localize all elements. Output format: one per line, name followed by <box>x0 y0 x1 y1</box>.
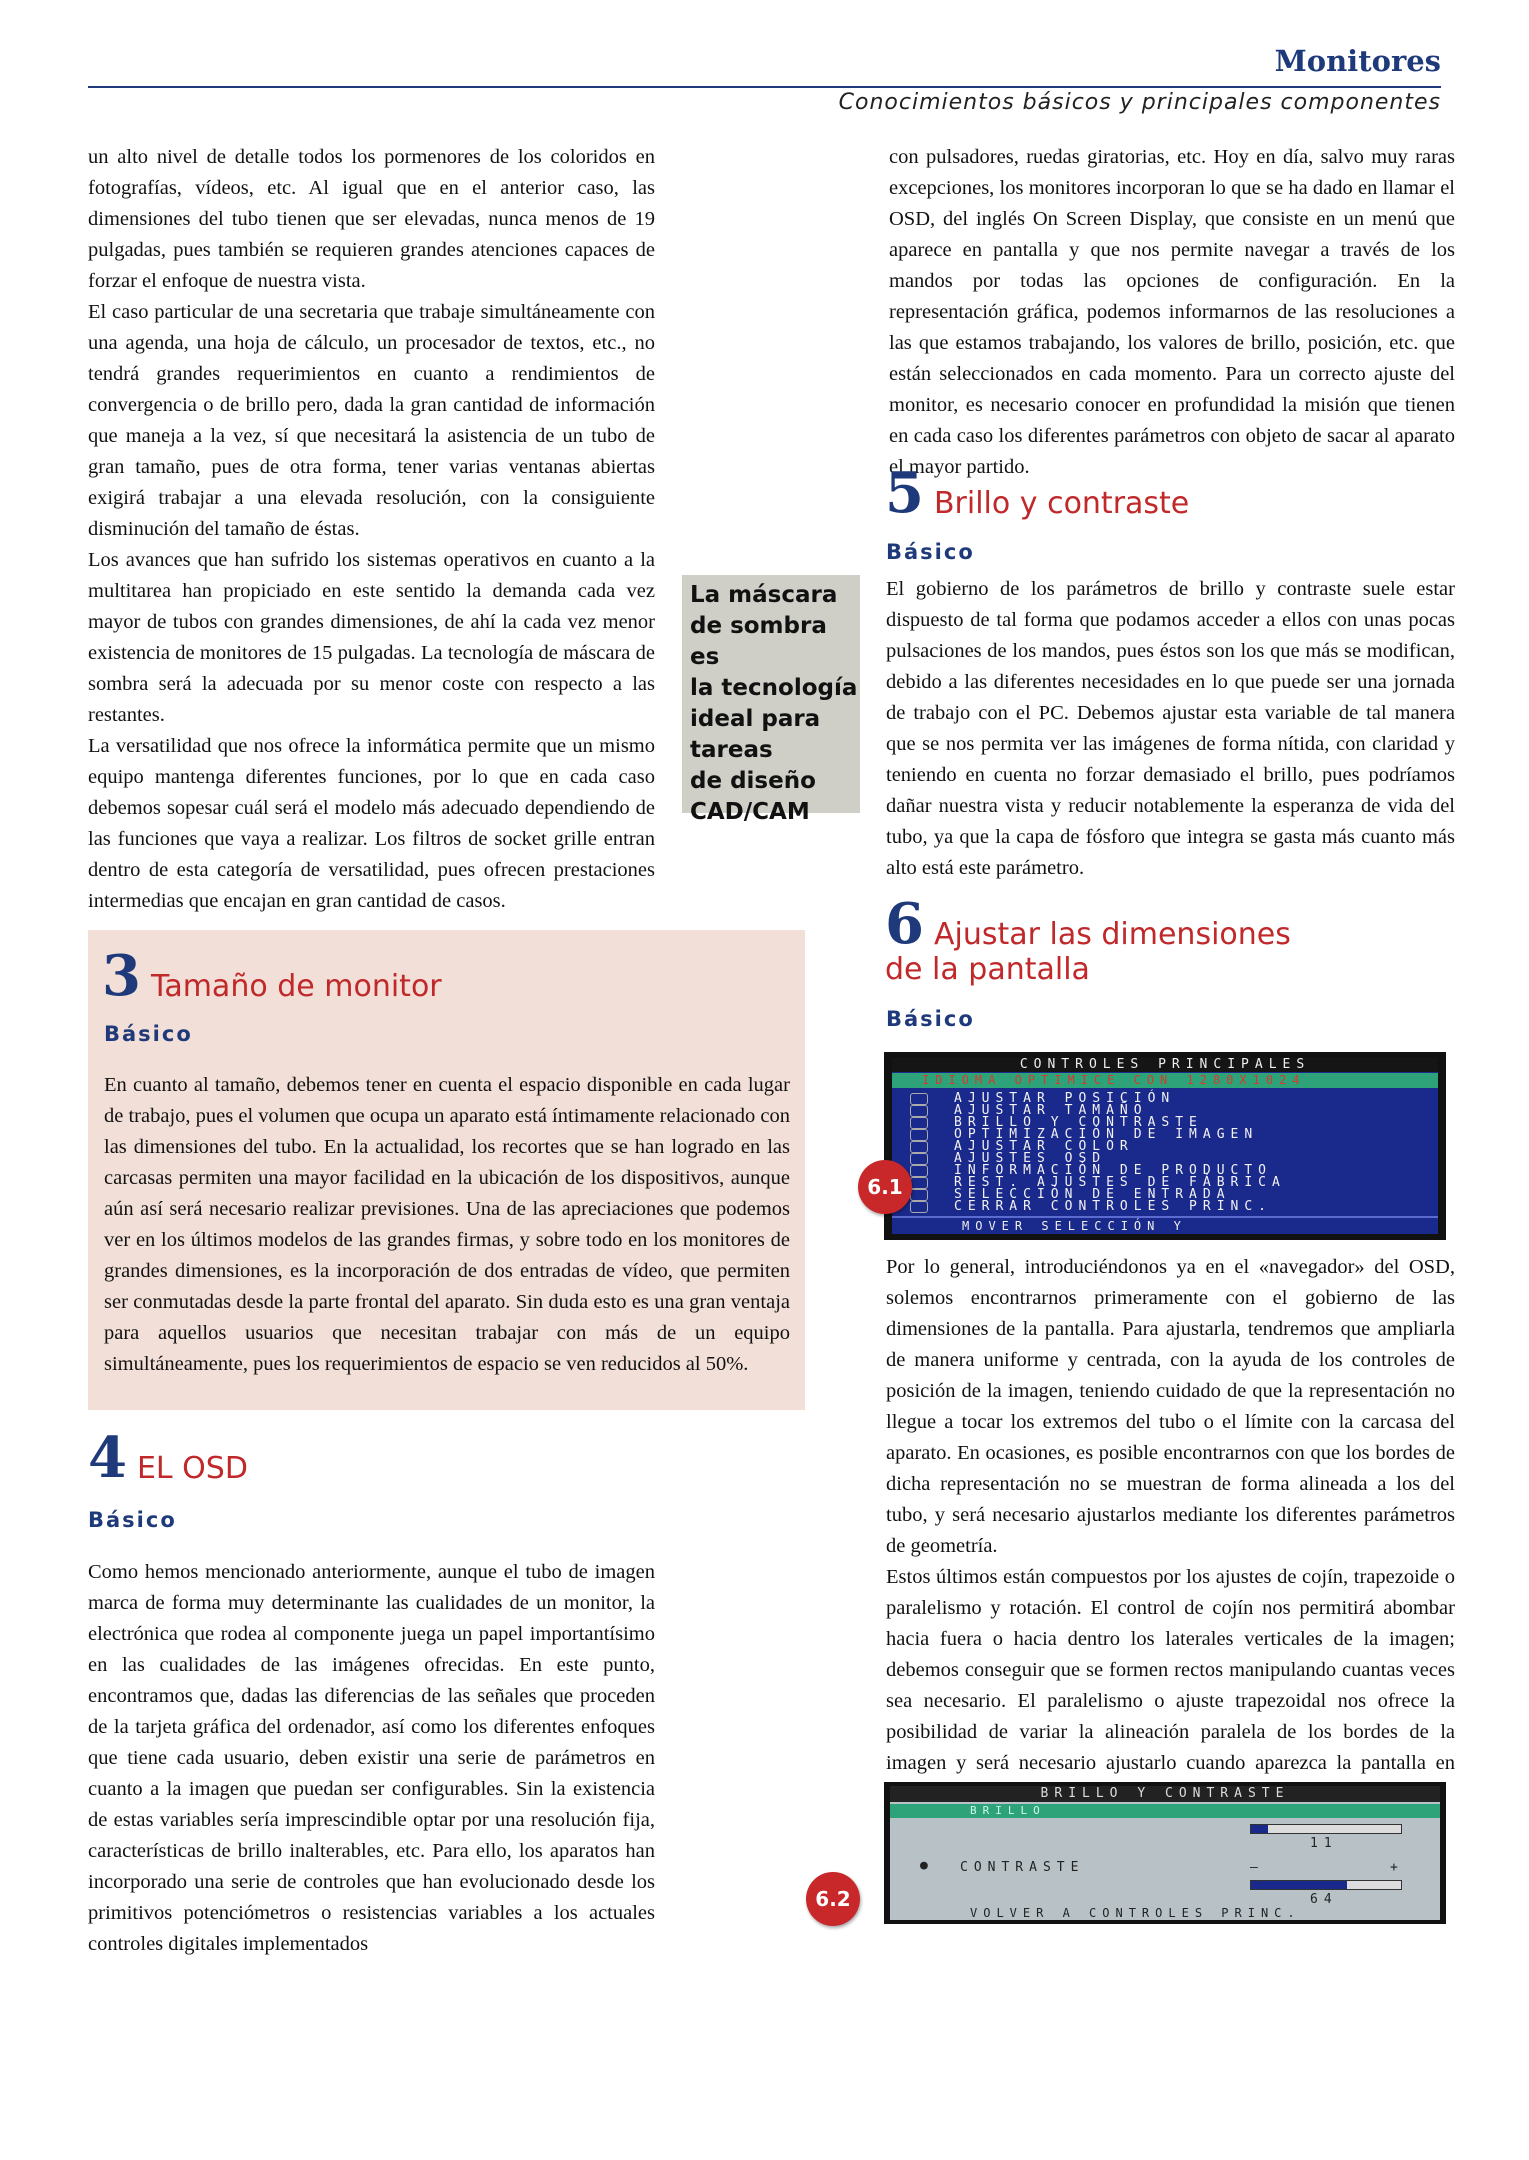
menu-item-icon <box>910 1141 928 1153</box>
section-6-heading <box>885 891 1291 988</box>
page-title: Monitores <box>1274 44 1441 78</box>
menu-item-icon <box>910 1189 928 1201</box>
menu-item-icon <box>910 1177 928 1189</box>
contrast-bar <box>1250 1880 1402 1890</box>
right-column-intro <box>889 142 1455 483</box>
section-level: Básico <box>886 540 975 564</box>
osd-menu-item: REST. AJUSTES DE FÁBRICA <box>954 1175 1286 1190</box>
section-number: 3 <box>102 943 141 1009</box>
paragraph: Como hemos mencionado anteriormente, aunque el tubo de imagen marca de forma muy determinante las cualidades de un monitor, la electrónica que rodea al componente juega un papel importantísimo en las cualidades de las imágenes ofrecidas. En este punto, encontramos que, dadas las diferencias de las señales que proceden de la tarjeta gráfica del ordenador, así como los diferentes enfoques que tiene cada usuario, deben existir una serie de parámetros en cuanto a la imagen que puedan ser configurables. Sin la existencia de estas variables sería imprescindible optar por una resolución fija, características de brillo inalterables, etc. Para ello, los aparatos han incorporado una serie de controles que han evolucionado desde los primitivos potenciómetros o resistencias variables a los actuales controles digitales implementados <box>88 1561 655 1955</box>
osd-menu-item: AJUSTAR COLOR <box>954 1139 1134 1154</box>
figure-label-badge: 6.2 <box>806 1872 860 1926</box>
menu-item-icon <box>910 1105 928 1117</box>
contrast-label: CONTRASTE <box>960 1860 1085 1875</box>
osd-footer: VOLVER A CONTROLES PRINC. <box>970 1906 1301 1920</box>
menu-item-icon <box>910 1153 928 1165</box>
section-3-text <box>104 1070 790 1380</box>
paragraph: Los avances que han sufrido los sistemas operativos en cuanto a la multitarea han propiciado en este sentido la demanda cada vez mayor de tubos con grandes dimensiones, de ahí la cada vez menor existencia de monitores de 15 pulgadas. La tecnología de máscara de sombra será la adecuada por su menor coste con respecto a las restantes. <box>88 549 655 726</box>
section-level: Básico <box>886 1007 975 1031</box>
sidebar-quote-box <box>682 575 860 825</box>
section-title-line2: de la pantalla <box>885 952 1090 987</box>
menu-item-icon <box>910 1201 928 1213</box>
section-5-text <box>886 574 1455 884</box>
contrast-icon: ● <box>920 1858 934 1873</box>
osd-menu-item: AJUSTES OSD <box>954 1151 1107 1166</box>
section-number: 4 <box>88 1425 127 1491</box>
section-4-heading <box>88 1425 248 1491</box>
contrast-bar-fill <box>1251 1881 1347 1889</box>
paragraph: En cuanto al tamaño, debemos tener en cuenta el espacio disponible en cada lugar de trabajo, pues el volumen que ocupa un aparato está íntimamente relacionado con las dimensiones del tubo. En la actualidad, los recortes que se han logrado en las carcasas permiten una mayor facilidad en la ubicación de los dispositivos, aunque aún así será necesario realizar previsiones. Una de las apreciaciones que podemos ver en los últimos modelos de las grandes firmas, y sobre todo en los monitores de grandes dimensiones, es la incorporación de dos entradas de vídeo, que permiten ser conmutadas desde la parte frontal del aparato. Sin duda esto es una gran ventaja para aquellos usuarios que necesitan trabajar con más de un equipo simultáneamente, pues los requerimientos de espacio se ven reducidos al 50%. <box>104 1074 790 1375</box>
section-5-heading <box>885 460 1190 526</box>
paragraph: un alto nivel de detalle todos los pormenores de los coloridos en fotografías, vídeos, etc. Al igual que en el anterior caso, las dimensiones del tubo tienen que ser elevadas, nunca menos de 19 pulgadas, pues también se requieren grandes atenciones capaces de forzar el enfoque de nuestra vista. <box>88 146 655 292</box>
osd-header: BRILLO Y CONTRASTE <box>890 1786 1440 1802</box>
page-subtitle: Conocimientos básicos y principales componentes <box>838 90 1441 115</box>
osd-screen <box>890 1786 1440 1920</box>
contrast-value: 64 <box>1310 1892 1338 1907</box>
brightness-bar-fill <box>1251 1825 1268 1833</box>
paragraph: con pulsadores, ruedas giratorias, etc. Hoy en día, salvo muy raras excepciones, los monitores incorporan lo que se ha dado en llamar el OSD, del inglés On Screen Display, que consiste en un menú que aparece en pantalla y que nos permite navegar a través de los mandos por todas las opciones de configuración. En la representación gráfica, podemos informarnos de las resoluciones a las que estamos trabajando, los valores de brillo, posición, etc. que están seleccionados en cada momento. Para un correcto ajuste del monitor, es necesario conocer en profundidad la misión que tienen en cada caso los diferentes parámetros con objeto de sacar al aparato el mayor partido. <box>889 146 1455 478</box>
brightness-value: 11 <box>1310 1836 1338 1851</box>
section-title: EL OSD <box>136 1451 248 1486</box>
paragraph: Por lo general, introduciéndonos ya en el «navegador» del OSD, solemos encontrarnos primeramente con el gobierno de las dimensiones de la pantalla. Para ajustarla, tendremos que ampliarla de manera uniforme y centrada, con la ayuda de los controles de posición de la imagen, teniendo cuidado de que la representación no llegue a tocar los extremos del tubo o el límite con la carcasa del aparato. En ocasiones, es posible encontrarnos con que los bordes de dicha representación no se muestran de forma alineada a los del tubo, y será necesario ajustarlos mediante los diferentes parámetros de geometría. <box>886 1256 1455 1557</box>
osd-selected-row: IDIOMA OPTIMICE CON 1280X1024 <box>892 1073 1438 1088</box>
osd-menu-item: CERRAR CONTROLES PRINC. <box>954 1199 1273 1214</box>
section-title: Ajustar las dimensiones <box>933 917 1291 952</box>
section-number: 5 <box>885 460 924 526</box>
left-column <box>88 142 655 917</box>
section-title: Tamaño de monitor <box>150 969 442 1004</box>
osd-menu-item: SELECCIÓN DE ENTRADA <box>954 1187 1231 1202</box>
menu-item-icon <box>910 1129 928 1141</box>
osd-screen <box>892 1058 1438 1234</box>
brightness-bar <box>1250 1824 1402 1834</box>
osd-menu-item: BRILLO Y CONTRASTE <box>954 1115 1203 1130</box>
osd-menu-item: OPTIMIZACIÓN DE IMAGEN <box>954 1127 1259 1142</box>
section-level: Básico <box>88 1508 177 1532</box>
osd-header: CONTROLES PRINCIPALES <box>892 1058 1438 1072</box>
plus-icon: + <box>1390 1860 1404 1875</box>
figure-label-badge: 6.1 <box>858 1160 912 1214</box>
osd-footer: MOVER SELECCIÓN Y <box>892 1216 1438 1234</box>
paragraph: El gobierno de los parámetros de brillo y contraste suele estar dispuesto de tal forma que podamos acceder a ellos con unas pocas pulsaciones de los mandos, pues éstos son los que más se modifican, debido a las diferentes necesidades en lo que puede ser una jornada de trabajo con el PC. Debemos ajustar esta variable de tal manera que se nos permita ver las imágenes de forma nítida, con claridad y teniendo en cuenta no forzar demasiado el brillo, pues podríamos dañar nuestra vista y reducir notablemente la esperanza de vida del tubo, ya que la capa de fósforo que integra se gasta más cuanto más alto está este parámetro. <box>886 578 1455 879</box>
menu-item-icon <box>910 1165 928 1177</box>
section-title: Brillo y contraste <box>933 486 1190 521</box>
section-3-heading <box>102 943 442 1009</box>
paragraph: La versatilidad que nos ofrece la informática permite que un mismo equipo mantenga diferentes funciones, por lo que en cada caso debemos sopesar cuál será el modelo más adecuado dependiendo de las funciones que vaya a realizar. Los filtros de socket grille entran dentro de esta categoría de versatilidad, pues ofrecen prestaciones intermedias que encajan en gran cantidad de casos. <box>88 735 655 912</box>
sidebar-quote: La máscara de sombra es la tecnología ideal para tareas de diseño CAD/CAM <box>690 582 858 825</box>
paragraph: Estos últimos están compuestos por los ajustes de cojín, trapezoide o paralelismo y rotación. El control de cojín nos permitirá abombar hacia fuera o hacia dentro los laterales verticales de la imagen; debemos conseguir que se formen rectos manipulando cuantas veces sea necesario. El paralelismo o ajuste trapezoidal nos ofrece la posibilidad de variar la alineación paralela de los bordes de la imagen y será necesario ajustarlo cuando aparezca la pantalla en <box>886 1566 1455 1774</box>
menu-item-icon <box>910 1117 928 1129</box>
section-4-text <box>88 1557 655 1960</box>
osd-menu-item: AJUSTAR POSICIÓN <box>954 1091 1176 1106</box>
figure-osd-main-menu <box>884 1052 1446 1240</box>
osd-menu-item: INFORMACIÓN DE PRODUCTO <box>954 1163 1273 1178</box>
section-6-text <box>886 1252 1455 1810</box>
osd-menu-item: AJUSTAR TAMAÑO <box>954 1103 1148 1118</box>
menu-item-icon <box>910 1093 928 1105</box>
section-level: Básico <box>104 1022 193 1046</box>
minus-icon: — <box>1250 1860 1264 1875</box>
osd-selected-row: BRILLO <box>890 1804 1440 1818</box>
header-rule <box>88 86 1441 88</box>
paragraph: El caso particular de una secretaria que trabaje simultáneamente con una agenda, una hoja de cálculo, un procesador de textos, etc., no tendrá grandes requerimientos en cuanto a rendimientos de convergencia o de brillo pero, dada la gran cantidad de información que maneja a la vez, sí que necesitará la asistencia de un tubo de gran tamaño, pues de otra forma, tener varias ventanas abiertas exigirá trabajar a una elevada resolución, con la consiguiente disminución del tamaño de éstas. <box>88 301 655 540</box>
section-number: 6 <box>885 891 924 957</box>
figure-osd-brightness-contrast <box>884 1782 1446 1924</box>
